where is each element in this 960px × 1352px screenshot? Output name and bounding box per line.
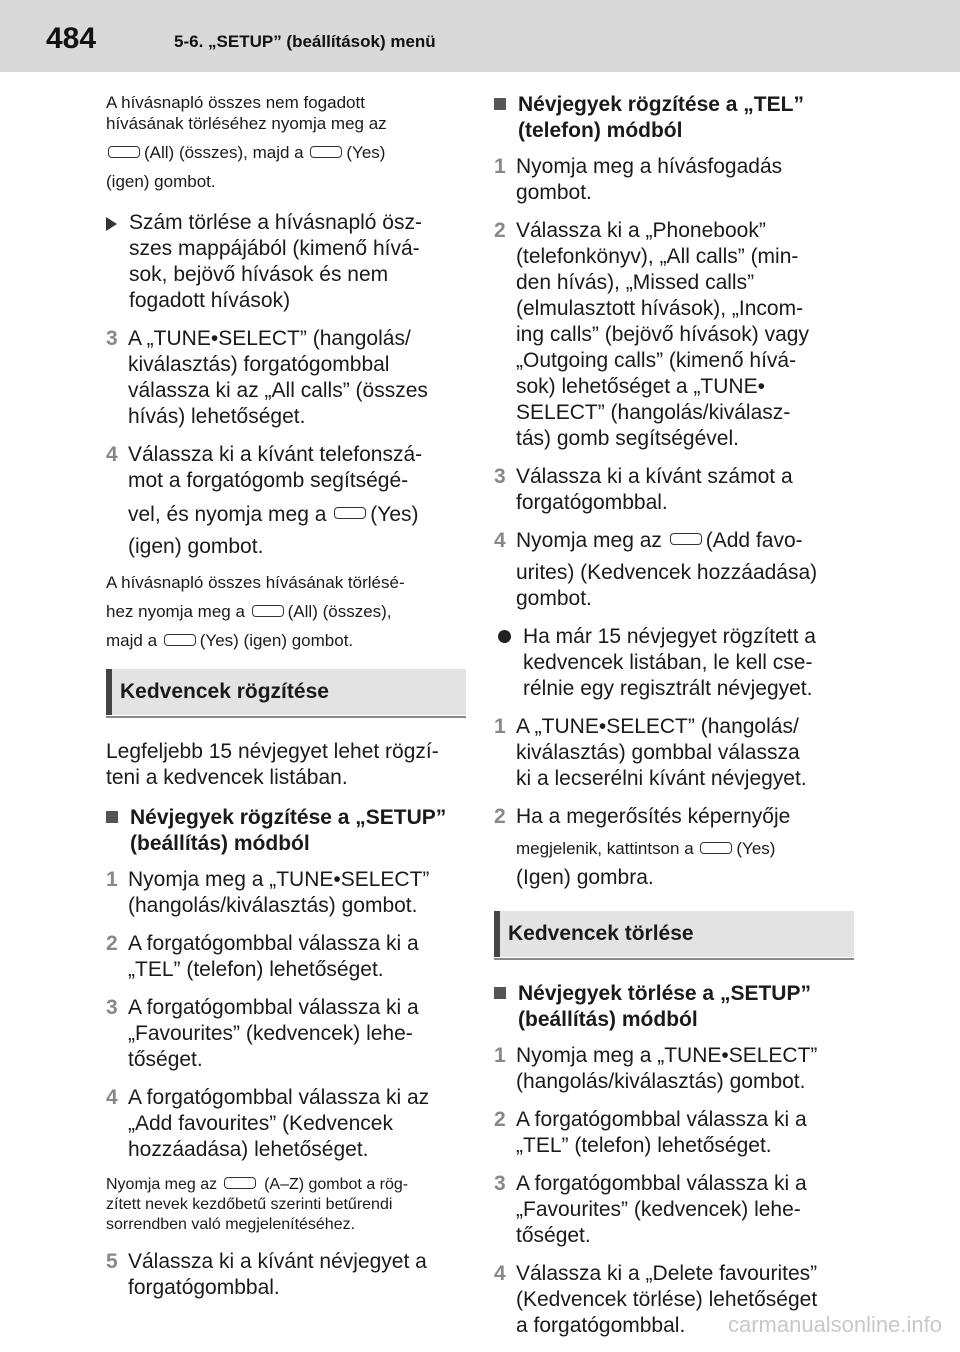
- step-line: hozzáadása) lehetőséget.: [128, 1138, 369, 1161]
- step-number: 1: [106, 868, 118, 891]
- button-icon: [108, 146, 140, 158]
- step-3: [494, 1171, 854, 1249]
- subheading-register-tel: [494, 92, 854, 144]
- step-1: [494, 154, 854, 206]
- step-line: Nyomja meg a „TUNE•SELECT”: [128, 868, 430, 891]
- note-line: A hívásnapló összes hívásának törlésé-: [106, 573, 405, 592]
- note-line: hez nyomja meg a (All) (összes),: [106, 602, 392, 621]
- step-4: [106, 1085, 466, 1163]
- step-line: gombot.: [516, 587, 592, 610]
- note-alphabetical: [106, 1175, 466, 1235]
- step-line: (Kedvencek törlése) lehetőséget: [516, 1288, 818, 1311]
- step-line: vel, és nyomja meg a (Yes): [128, 503, 419, 526]
- button-icon: [224, 1177, 256, 1189]
- step-3: [106, 995, 466, 1073]
- step-number: 1: [494, 1044, 506, 1067]
- step-number: 4: [494, 529, 506, 552]
- step-line: A „TUNE•SELECT” (hangolás/: [128, 327, 411, 350]
- step-line: A forgatógombbal válassza ki az: [128, 1086, 430, 1109]
- step-line: mot a forgatógomb segítségé-: [128, 469, 409, 492]
- item-line: szes mappájából (kimenő hívá-: [129, 237, 420, 260]
- step-line: „Add favourites” (Kedvencek: [128, 1112, 393, 1135]
- step-line: (igen) gombot.: [128, 535, 264, 558]
- step-number: 4: [494, 1262, 506, 1285]
- subheading-line: Névjegyek rögzítése a „TEL”: [518, 93, 804, 116]
- step-line: tőséget.: [516, 1224, 591, 1247]
- step-line: Nyomja meg az (Add favo-: [516, 529, 803, 552]
- step-4: [106, 442, 466, 560]
- step-line: Ha a megerősítés képernyője: [516, 805, 791, 828]
- step-line: Válassza ki a „Delete favourites”: [516, 1262, 818, 1285]
- intro-line: Legfeljebb 15 névjegyet lehet rögzí-: [106, 740, 439, 763]
- dot-item-limit: [494, 624, 854, 702]
- button-icon: [164, 634, 196, 646]
- square-bullet-icon: [494, 98, 506, 110]
- step-line: (elmulasztott hívások), „Incom-: [516, 297, 804, 320]
- note-line: majd a (Yes) (igen) gombot.: [106, 631, 354, 650]
- note-line: hívásának törléséhez nyomja meg az: [106, 114, 387, 133]
- note-line: Nyomja meg az (A–Z) gombot a rög-: [106, 1176, 409, 1193]
- step-line: (hangolás/kiválasztás) gombot.: [516, 1070, 806, 1093]
- item-line: Szám törlése a hívásnapló ösz-: [129, 211, 422, 234]
- item-line: sok, bejövő hívások és nem: [129, 263, 389, 286]
- step-1: [494, 1043, 854, 1095]
- heading-register-favourites: Kedvencek rögzítése: [106, 669, 466, 715]
- step-line: urites) (Kedvencek hozzáadása): [516, 561, 818, 584]
- page-header: [0, 0, 960, 72]
- step-line: forgatógombbal.: [516, 491, 668, 514]
- step-line: tőséget.: [128, 1048, 203, 1071]
- step-line: hívás) lehetőséget.: [128, 405, 306, 428]
- intro-line: teni a kedvencek listában.: [106, 766, 348, 789]
- button-icon: [700, 842, 732, 854]
- step-number: 3: [494, 465, 506, 488]
- subheading-line: (beállítás) módból: [518, 1008, 698, 1031]
- step-number: 5: [106, 1250, 118, 1273]
- step-1: [494, 714, 854, 792]
- note-line: A hívásnapló összes nem fogadott: [106, 93, 365, 112]
- step-line: „TEL” (telefon) lehetőséget.: [128, 958, 384, 981]
- arrow-item-delete-number: [106, 210, 466, 314]
- step-line: kiválasztás) gombbal válassza: [516, 741, 800, 764]
- step-line: (Igen) gombra.: [516, 866, 654, 889]
- square-bullet-icon: [494, 987, 506, 999]
- step-line: SELECT” (hangolás/kiválasz-: [516, 401, 791, 424]
- step-number: 1: [494, 155, 506, 178]
- button-icon: [334, 507, 366, 519]
- step-3: [106, 326, 466, 430]
- button-icon: [670, 533, 702, 545]
- step-2: [106, 931, 466, 983]
- right-column: [494, 92, 854, 1351]
- button-icon: [310, 146, 342, 158]
- step-line: Válassza ki a kívánt telefonszá-: [128, 443, 423, 466]
- step-line: Válassza ki a „Phonebook”: [516, 219, 766, 242]
- note-delete-all: [106, 572, 466, 651]
- note-line: (All) (összes), majd a (Yes): [106, 142, 466, 163]
- square-bullet-icon: [106, 811, 118, 823]
- step-line: „TEL” (telefon) lehetőséget.: [516, 1134, 772, 1157]
- step-line: a forgatógombbal.: [516, 1314, 686, 1337]
- step-line: Válassza ki a kívánt számot a: [516, 465, 793, 488]
- step-line: „Outgoing calls” (kimenő hívá-: [516, 349, 797, 372]
- step-number: 2: [106, 932, 118, 955]
- step-number: 3: [494, 1172, 506, 1195]
- item-line: rélnie egy regisztrált névjegyet.: [523, 677, 813, 700]
- section-title: 5-6. „SETUP” (beállítások) menü: [174, 32, 436, 51]
- arrow-icon: [106, 217, 117, 231]
- step-2: [494, 804, 854, 891]
- step-number: 4: [106, 1086, 118, 1109]
- step-line: tás) gomb segítségével.: [516, 427, 739, 450]
- item-line: kedvencek listában, le kell cse-: [523, 651, 813, 674]
- step-line: A „TUNE•SELECT” (hangolás/: [516, 715, 799, 738]
- step-number: 3: [106, 327, 118, 350]
- bullet-dot-icon: [498, 630, 511, 643]
- step-2: [494, 1107, 854, 1159]
- step-line: válassza ki az „All calls” (összes: [128, 379, 428, 402]
- subheading-line: (beállítás) módból: [130, 832, 310, 855]
- note-line: zített nevek kezdőbetű szerinti betűrendi: [106, 1196, 393, 1213]
- step-3: [494, 464, 854, 516]
- step-line: Nyomja meg a hívásfogadás: [516, 155, 783, 178]
- step-number: 2: [494, 805, 506, 828]
- step-number: 3: [106, 996, 118, 1019]
- heading-delete-favourites: Kedvencek törlése: [494, 911, 854, 957]
- item-line: Ha már 15 névjegyet rögzített a: [523, 625, 816, 648]
- step-1: [106, 867, 466, 919]
- subheading-register-setup: [106, 805, 466, 857]
- button-icon: [252, 605, 284, 617]
- step-line: A forgatógombbal válassza ki a: [128, 996, 419, 1019]
- step-number: 1: [494, 715, 506, 738]
- step-line: A forgatógombbal válassza ki a: [516, 1108, 807, 1131]
- step-number: 2: [494, 219, 506, 242]
- step-line: ing calls” (bejövő hívások) vagy: [516, 323, 809, 346]
- watermark: carmanualsonline.info: [727, 1312, 942, 1337]
- note-line: sorrendben való megjelenítéséhez.: [106, 1216, 356, 1233]
- step-line: sok) lehetőséget a „TUNE•: [516, 375, 765, 398]
- step-line: A forgatógombbal válassza ki a: [516, 1172, 807, 1195]
- step-5: [106, 1249, 466, 1301]
- step-line: Nyomja meg a „TUNE•SELECT”: [516, 1044, 818, 1067]
- subheading-delete-setup: [494, 981, 854, 1033]
- note-delete-missed: [106, 92, 466, 192]
- step-line: (telefonkönyv), „All calls” (min-: [516, 245, 799, 268]
- step-line: megjelenik, kattintson a (Yes): [516, 839, 776, 858]
- page-number: 484: [46, 22, 97, 55]
- step-line: forgatógombbal.: [128, 1276, 280, 1299]
- intro-paragraph: [106, 739, 466, 791]
- step-line: „Favourites” (kedvencek) lehe-: [128, 1022, 413, 1045]
- step-line: ki a lecserélni kívánt névjegyet.: [516, 767, 807, 790]
- note-line: (igen) gombot.: [106, 172, 216, 191]
- step-4: [494, 528, 854, 612]
- step-line: A forgatógombbal válassza ki a: [128, 932, 419, 955]
- step-number: 2: [494, 1108, 506, 1131]
- step-line: (hangolás/kiválasztás) gombot.: [128, 894, 418, 917]
- step-line: kiválasztás) forgatógombbal: [128, 353, 390, 376]
- subheading-line: Névjegyek rögzítése a „SETUP”: [130, 806, 447, 829]
- subheading-line: Névjegyek törlése a „SETUP”: [518, 982, 811, 1005]
- step-number: 4: [106, 443, 118, 466]
- item-line: fogadott hívások): [129, 289, 291, 312]
- left-column: [106, 92, 466, 1313]
- step-line: den hívás), „Missed calls”: [516, 271, 755, 294]
- subheading-line: (telefon) módból: [518, 119, 683, 142]
- step-line: Válassza ki a kívánt névjegyet a: [128, 1250, 427, 1273]
- step-line: „Favourites” (kedvencek) lehe-: [516, 1198, 801, 1221]
- step-2: [494, 218, 854, 452]
- step-line: gombot.: [516, 181, 592, 204]
